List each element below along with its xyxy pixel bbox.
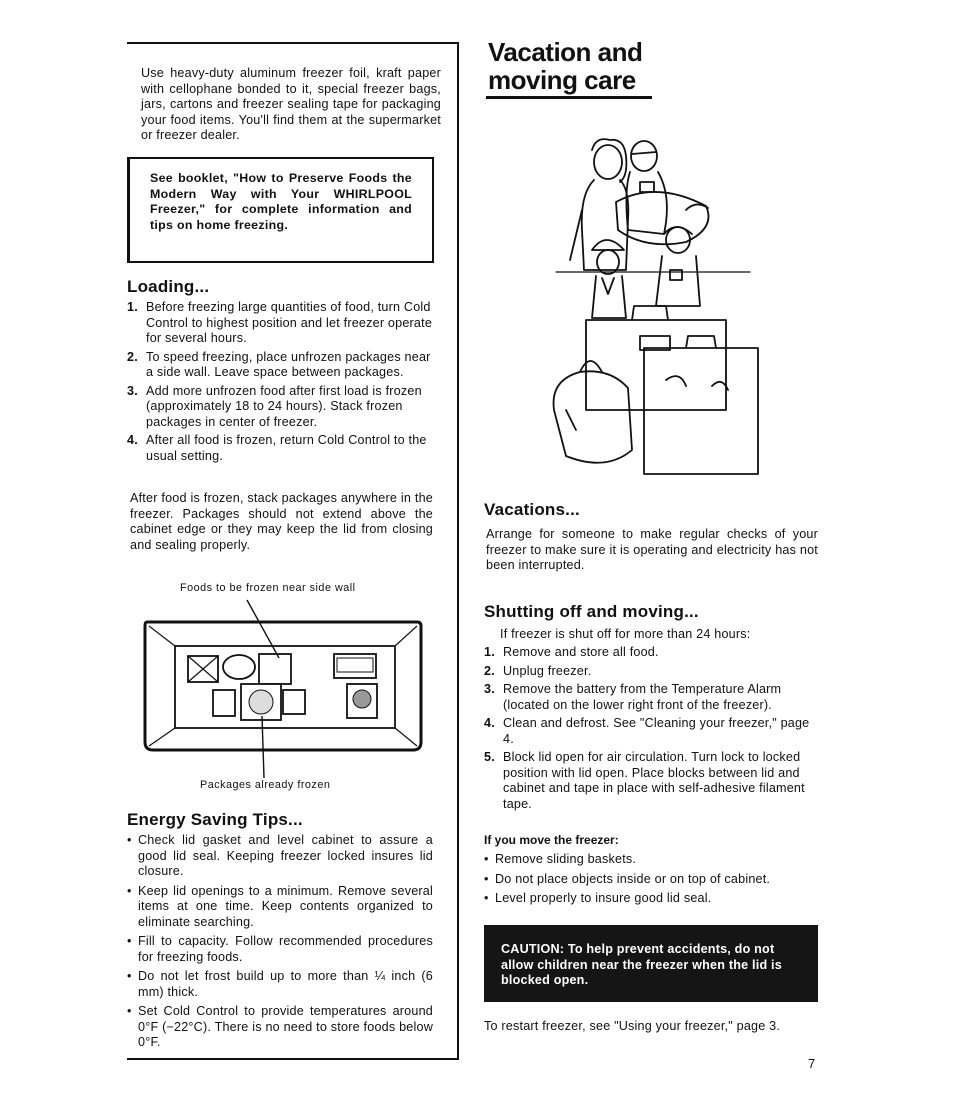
list-item: • Do not place objects inside or on top of cabinet. [484, 872, 818, 888]
page-title: Vacation and moving care [488, 37, 643, 95]
list-item: • Set Cold Control to provide temperatures around 0°F (−22°C). There is no need to store foods below 0°F. [127, 1004, 433, 1051]
list-item: 4. After all food is frozen, return Cold Control to the usual setting. [127, 433, 427, 463]
list-item: • Fill to capacity. Follow recommended procedures for freezing foods. [127, 934, 433, 965]
freezer-diagram [141, 592, 426, 782]
list-item: • Check lid gasket and level cabinet to assure a good lid seal. Keeping freezer locked insures lid closure. [127, 833, 433, 880]
list-item: 3. Add more unfrozen food after first load is frozen (approximately 18 to 24 hours). Stack frozen packages in center of freezer. [127, 383, 422, 429]
moving-list [484, 645, 818, 815]
vacations-heading: Vacations... [484, 500, 580, 519]
energy-list [127, 833, 433, 1055]
list-item: • Keep lid openings to a minimum. Remove several items at one time. Keep contents organized to eliminate searching. [127, 884, 433, 931]
booklet-note-box [127, 157, 434, 263]
list-item: 2. To speed freezing, place unfrozen packages near a side wall. Leave space between packages. [127, 349, 431, 379]
list-item: • Do not let frost build up to more than ¼ inch (6 mm) thick. [127, 969, 433, 1000]
list-item: • Remove sliding baskets. [484, 852, 818, 868]
vacations-paragraph: Arrange for someone to make regular checks of your freezer to make sure it is operating and electricity has not been interrupted. [486, 527, 818, 572]
moving-heading: Shutting off and moving... [484, 602, 699, 621]
restart-note: To restart freezer, see "Using your freezer," page 3. [484, 1019, 781, 1033]
list-item: 1. Before freezing large quantities of food, turn Cold Control to highest position and let freezer operate for several hours. [127, 300, 433, 345]
caution-box [484, 925, 818, 1002]
bottom-rule [127, 1058, 457, 1060]
after-frozen-paragraph: After food is frozen, stack packages anywhere in the freezer. Packages should not extend above the cabinet edge or they may keep the lid from closing and sealing properly. [130, 491, 433, 552]
move-freezer-list [484, 852, 818, 911]
list-item: 2. Unplug freezer. [484, 663, 592, 678]
list-item: • Level properly to insure good lid seal. [484, 891, 818, 907]
list-item: 1. Remove and store all food. [484, 645, 659, 659]
left-column [127, 42, 459, 1060]
loading-list [127, 300, 433, 467]
energy-heading: Energy Saving Tips... [127, 810, 303, 829]
intro-paragraph: Use heavy-duty aluminum freezer foil, kraft paper with cellophane bonded to it, special freezer bags, jars, cartons and freezer sealing tape for packaging your food items. You'll find them at the supermarket or freezer dealer. [141, 66, 441, 142]
booklet-note-text: See booklet, "How to Preserve Foods the Modern Way with Your WHIRLPOOL Freezer," for complete information and tips on home freezing. [150, 171, 412, 232]
list-item: 5. Block lid open for air circulation. Turn lock to locked position with lid open. Place blocks between lid and cabinet and tape in place with self-adhesive filament tape. [484, 750, 805, 811]
page-number: 7 [808, 1056, 816, 1071]
list-item: 3. Remove the battery from the Temperature Alarm (located on the lower right front of the freezer). [484, 682, 782, 712]
family-luggage-illustration [536, 110, 776, 480]
moving-intro: If freezer is shut off for more than 24 hours: [500, 627, 751, 641]
move-freezer-heading: If you move the freezer: [484, 833, 619, 847]
list-item: 4. Clean and defrost. See "Cleaning your freezer," page 4. [484, 716, 810, 746]
caution-text: CAUTION: To help prevent accidents, do not allow children near the freezer when the lid is blocked open. [501, 942, 782, 987]
top-rule [127, 42, 457, 44]
diagram-bottom-label: Packages already frozen [200, 779, 331, 791]
loading-heading: Loading... [127, 277, 210, 296]
title-underline [486, 96, 652, 99]
diagram-top-label: Foods to be frozen near side wall [180, 582, 356, 594]
